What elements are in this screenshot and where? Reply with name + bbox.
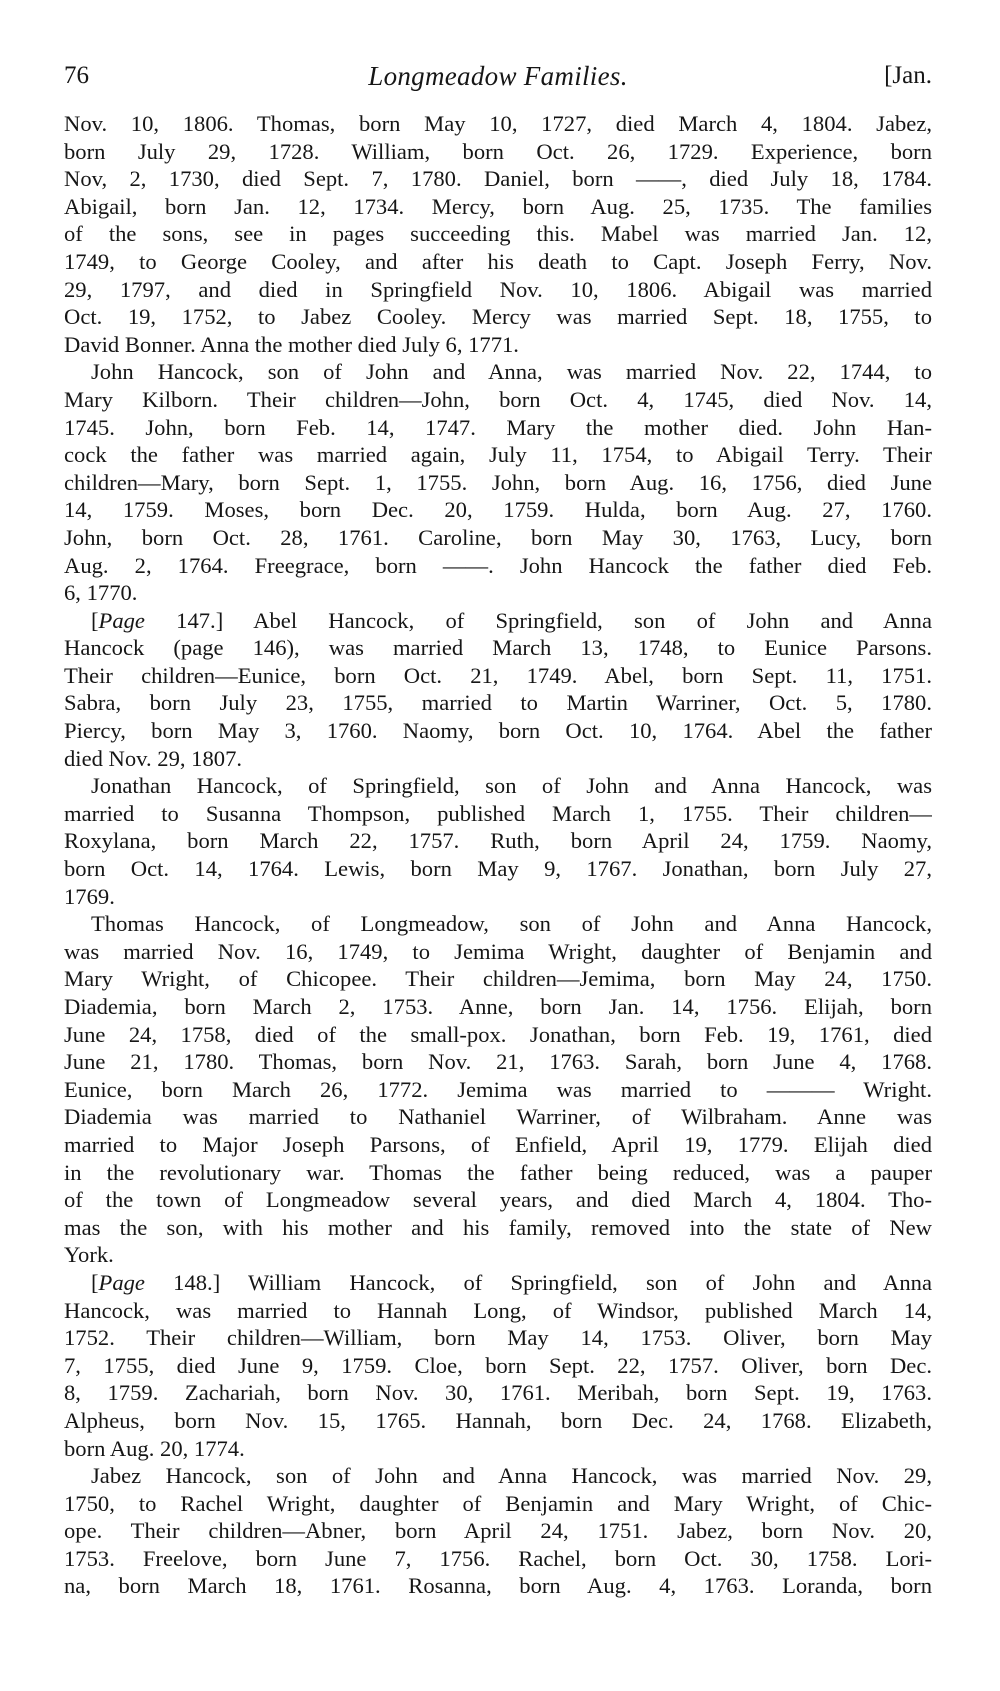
- line-text: Jabez Hancock, son of John and Anna Hancock, was married Nov. 29,: [91, 1463, 932, 1489]
- line-text: Abigail, born Jan. 12, 1734. Mercy, born Aug. 25, 1735. The families: [64, 193, 932, 219]
- text-line: [64, 358, 932, 386]
- line-text: 1750, to Rachel Wright, daughter of Benjamin and Mary Wright, of Chic-: [64, 1490, 932, 1516]
- line-text: 7, 1755, died June 9, 1759. Cloe, born Sept. 22, 1757. Oliver, born Dec.: [64, 1352, 932, 1378]
- line-text: Their children—Eunice, born Oct. 21, 1749. Abel, born Sept. 11, 1751.: [64, 662, 932, 688]
- text-line: [64, 579, 932, 607]
- text-line: [64, 110, 932, 138]
- text-line: [64, 1021, 932, 1049]
- text-line: [64, 1435, 932, 1463]
- text-line: [64, 1159, 932, 1187]
- text-line: [64, 1324, 932, 1352]
- running-title: Longmeadow Families.: [368, 61, 628, 91]
- text-line: [64, 910, 932, 938]
- line-text: 14, 1759. Moses, born Dec. 20, 1759. Hulda, born Aug. 27, 1760.: [64, 497, 932, 523]
- line-text: Alpheus, born Nov. 15, 1765. Hannah, born Dec. 24, 1768. Elizabeth,: [64, 1407, 932, 1433]
- text-line: [64, 1297, 932, 1325]
- text-line: [64, 883, 932, 911]
- line-text: Roxylana, born March 22, 1757. Ruth, born April 24, 1759. Naomy,: [64, 828, 932, 854]
- line-text: David Bonner. Anna the mother died July 6, 1771.: [64, 331, 519, 357]
- line-text: John, born Oct. 28, 1761. Caroline, born May 30, 1763, Lucy, born: [64, 524, 932, 550]
- text-line: [64, 1572, 932, 1600]
- body-text: [64, 110, 932, 1600]
- line-text: of the sons, see in pages succeeding this. Mabel was married Jan. 12,: [64, 221, 932, 247]
- line-text: of the town of Longmeadow several years, and died March 4, 1804. Tho-: [64, 1187, 932, 1213]
- line-text: Sabra, born July 23, 1755, married to Martin Warriner, Oct. 5, 1780.: [64, 690, 932, 716]
- line-text: Mary Wright, of Chicopee. Their children—Jemima, born May 24, 1750.: [64, 966, 932, 992]
- text-line: [64, 1407, 932, 1435]
- paragraph-john-hancock: [64, 358, 932, 606]
- text-line: [64, 1214, 932, 1242]
- text-line: [64, 193, 932, 221]
- line-text: na, born March 18, 1761. Rosanna, born Aug. 4, 1763. Loranda, born: [64, 1573, 932, 1599]
- page-reference: [Page 147.]: [91, 607, 224, 633]
- line-text: Jonathan Hancock, of Springfield, son of John and Anna Hancock, was: [91, 773, 932, 799]
- line-text: Nov. 10, 1806. Thomas, born May 10, 1727, died March 4, 1804. Jabez,: [64, 111, 932, 136]
- text-line: [64, 689, 932, 717]
- paragraph-hancock-family-continued: [64, 110, 932, 358]
- page-number: 76: [64, 62, 89, 89]
- line-text: Thomas Hancock, of Longmeadow, son of John and Anna Hancock,: [91, 911, 932, 937]
- text-line: [64, 827, 932, 855]
- running-head: [64, 56, 932, 96]
- line-text: Aug. 2, 1764. Freegrace, born ——. John Hancock the father died Feb.: [64, 552, 932, 578]
- line-text: Hancock, was married to Hannah Long, of Windsor, published March 14,: [64, 1297, 932, 1323]
- text-line: [64, 745, 932, 773]
- line-text: died Nov. 29, 1807.: [64, 745, 243, 771]
- text-line: [64, 414, 932, 442]
- paragraph-william-hancock: [64, 1269, 932, 1462]
- text-line: [64, 441, 932, 469]
- text-line: [64, 220, 932, 248]
- line-text: William Hancock, of Springfield, son of John and Anna: [248, 1269, 932, 1295]
- text-line: [64, 634, 932, 662]
- text-line: [64, 1186, 932, 1214]
- text-line: [64, 469, 932, 497]
- page-reference: [Page 148.]: [91, 1269, 221, 1295]
- paragraph-thomas-hancock: [64, 910, 932, 1269]
- text-line: [64, 855, 932, 883]
- text-line: [64, 276, 932, 304]
- text-line: [64, 524, 932, 552]
- line-text: born Oct. 14, 1764. Lewis, born May 9, 1767. Jonathan, born July 27,: [64, 856, 932, 882]
- text-line: [64, 1131, 932, 1159]
- text-line: [64, 1076, 932, 1104]
- line-text: married to Major Joseph Parsons, of Enfield, April 19, 1779. Elijah died: [64, 1131, 932, 1157]
- line-text: Mary Kilborn. Their children—John, born Oct. 4, 1745, died Nov. 14,: [64, 386, 932, 412]
- text-line: [64, 1490, 932, 1518]
- line-text: June 21, 1780. Thomas, born Nov. 21, 1763. Sarah, born June 4, 1768.: [64, 1049, 932, 1075]
- line-text: June 24, 1758, died of the small-pox. Jonathan, born Feb. 19, 1761, died: [64, 1021, 932, 1047]
- paragraph-abel-hancock: [64, 607, 932, 773]
- line-text: 1769.: [64, 883, 115, 909]
- line-text: Eunice, born March 26, 1772. Jemima was married to ——— Wright.: [64, 1076, 932, 1102]
- text-line: [64, 496, 932, 524]
- line-text: 8, 1759. Zachariah, born Nov. 30, 1761. Meribah, born Sept. 19, 1763.: [64, 1380, 932, 1406]
- text-line: [64, 1462, 932, 1490]
- text-line: [64, 772, 932, 800]
- line-text: ope. Their children—Abner, born April 24, 1751. Jabez, born Nov. 20,: [64, 1518, 932, 1544]
- text-line: [64, 662, 932, 690]
- text-line: [64, 1241, 932, 1269]
- text-line: [64, 1103, 932, 1131]
- line-text: 1752. Their children—William, born May 14, 1753. Oliver, born May: [64, 1325, 932, 1351]
- line-text: Oct. 19, 1752, to Jabez Cooley. Mercy was married Sept. 18, 1755, to: [64, 304, 932, 330]
- text-line: [64, 993, 932, 1021]
- line-text: 6, 1770.: [64, 580, 138, 606]
- month-mark: [Jan.: [884, 62, 932, 89]
- line-text: York.: [64, 1242, 114, 1268]
- line-text: 1753. Freelove, born June 7, 1756. Rachel, born Oct. 30, 1758. Lori-: [64, 1545, 932, 1571]
- text-line: [64, 1352, 932, 1380]
- text-line: [64, 165, 932, 193]
- line-text: was married Nov. 16, 1749, to Jemima Wright, daughter of Benjamin and: [64, 938, 932, 964]
- line-text: mas the son, with his mother and his family, removed into the state of New: [64, 1214, 932, 1240]
- text-line: [64, 800, 932, 828]
- line-text: cock the father was married again, July 11, 1754, to Abigail Terry. Their: [64, 442, 932, 468]
- line-text: in the revolutionary war. Thomas the father being reduced, was a pauper: [64, 1159, 932, 1185]
- text-line: [64, 331, 932, 359]
- line-text: married to Susanna Thompson, published March 1, 1755. Their children—: [64, 800, 932, 826]
- text-line: [64, 938, 932, 966]
- text-line: [64, 138, 932, 166]
- text-line: [64, 1269, 932, 1297]
- line-text: Hancock (page 146), was married March 13, 1748, to Eunice Parsons.: [64, 635, 932, 661]
- line-text: Diademia was married to Nathaniel Warriner, of Wilbraham. Anne was: [64, 1104, 932, 1130]
- text-line: [64, 965, 932, 993]
- line-text: 1745. John, born Feb. 14, 1747. Mary the mother died. John Han-: [64, 414, 932, 440]
- text-line: [64, 248, 932, 276]
- text-line: [64, 1048, 932, 1076]
- text-line: [64, 303, 932, 331]
- line-text: born July 29, 1728. William, born Oct. 26, 1729. Experience, born: [64, 138, 932, 164]
- book-page: [64, 56, 932, 1600]
- line-text: John Hancock, son of John and Anna, was married Nov. 22, 1744, to: [91, 359, 932, 385]
- line-text: Piercy, born May 3, 1760. Naomy, born Oct. 10, 1764. Abel the father: [64, 718, 932, 744]
- text-line: [64, 386, 932, 414]
- line-text: 1749, to George Cooley, and after his death to Capt. Joseph Ferry, Nov.: [64, 248, 932, 274]
- line-text: children—Mary, born Sept. 1, 1755. John, born Aug. 16, 1756, died June: [64, 469, 932, 495]
- line-text: 29, 1797, and died in Springfield Nov. 10, 1806. Abigail was married: [64, 276, 932, 302]
- line-text: Nov, 2, 1730, died Sept. 7, 1780. Daniel, born ——, died July 18, 1784.: [64, 166, 932, 192]
- text-line: [64, 717, 932, 745]
- text-line: [64, 552, 932, 580]
- text-line: [64, 1379, 932, 1407]
- paragraph-jonathan-hancock: [64, 772, 932, 910]
- line-text: Abel Hancock, of Springfield, son of John and Anna: [253, 607, 932, 633]
- line-text: born Aug. 20, 1774.: [64, 1435, 245, 1461]
- line-text: Diademia, born March 2, 1753. Anne, born Jan. 14, 1756. Elijah, born: [64, 994, 932, 1019]
- text-line: [64, 1517, 932, 1545]
- text-line: [64, 1545, 932, 1573]
- text-line: [64, 607, 932, 635]
- paragraph-jabez-hancock: [64, 1462, 932, 1600]
